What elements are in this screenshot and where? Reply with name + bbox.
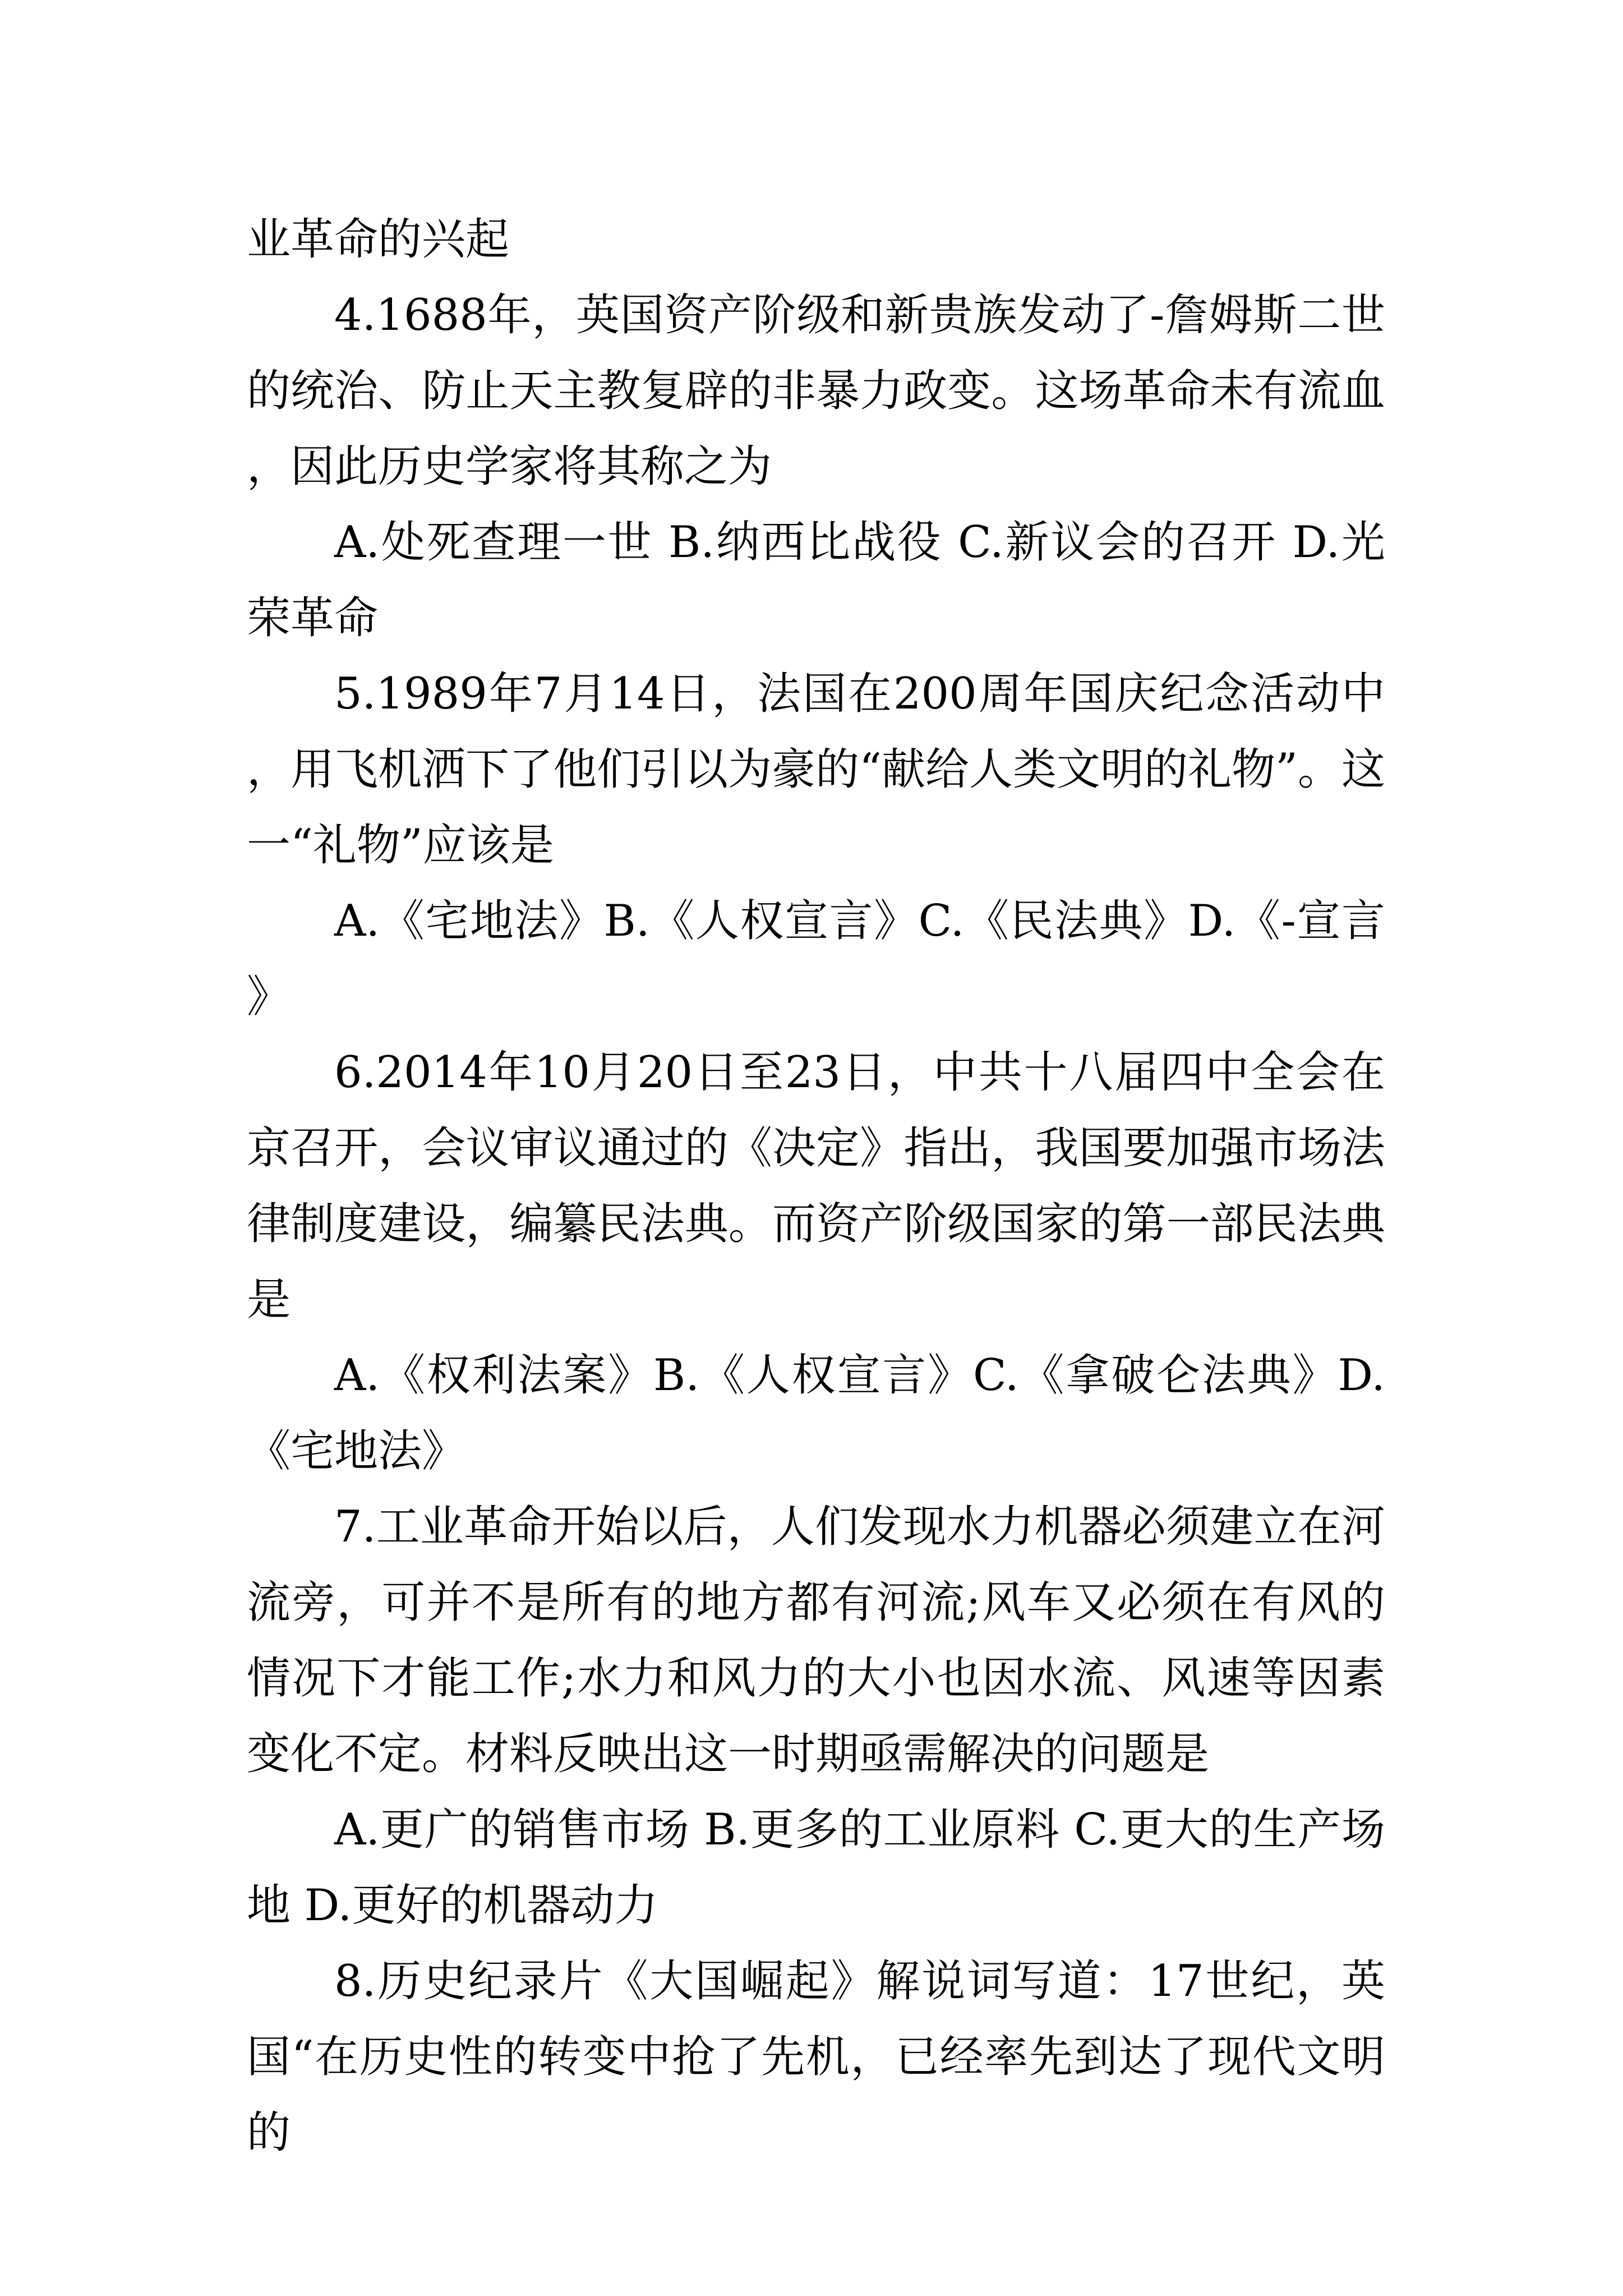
paragraph-continuation: 业革命的兴起	[247, 214, 510, 265]
document-body	[247, 202, 1385, 2171]
question-7-options: A.更广的销售市场 B.更多的工业原料 C.更大的生产场地 D.更好的机器动力	[247, 1805, 1385, 1931]
question-6-options: A.《权利法案》B.《人权宣言》C.《拿破仑法典》D.《宅地法》	[247, 1350, 1385, 1476]
question-4: 4.1688年，英国资产阶级和新贵族发动了-詹姆斯二世的统治、防止天主教复辟的非暴力政变。这场革命未有流血，因此历史学家将其称之为	[247, 290, 1385, 492]
question-6: 6.2014年10月20日至23日，中共十八届四中全会在京召开，会议审议通过的《决定》指出，我国要加强市场法律制度建设，编纂民法典。而资产阶级国家的第一部民法典是	[247, 1047, 1385, 1325]
question-4-options: A.处死查理一世 B.纳西比战役 C.新议会的召开 D.光荣革命	[247, 517, 1385, 643]
question-5: 5.1989年7月14日，法国在200周年国庆纪念活动中，用飞机洒下了他们引以为豪的“献给人类文明的礼物”。这一“礼物”应该是	[247, 669, 1385, 871]
question-7: 7.工业革命开始以后，人们发现水力机器必须建立在河流旁，可并不是所有的地方都有河流;风车又必须在有风的情况下才能工作;水力和风力的大小也因水流、风速等因素变化不定。材料反映出这一时期亟需解决的问题是	[247, 1502, 1385, 1779]
question-8: 8.历史纪录片《大国崛起》解说词写道：17世纪，英国“在历史性的转变中抢了先机，已经率先到达了现代文明的	[247, 1956, 1385, 2158]
question-5-options: A.《宅地法》B.《人权宣言》C.《民法典》D.《-宣言》	[247, 896, 1385, 1022]
